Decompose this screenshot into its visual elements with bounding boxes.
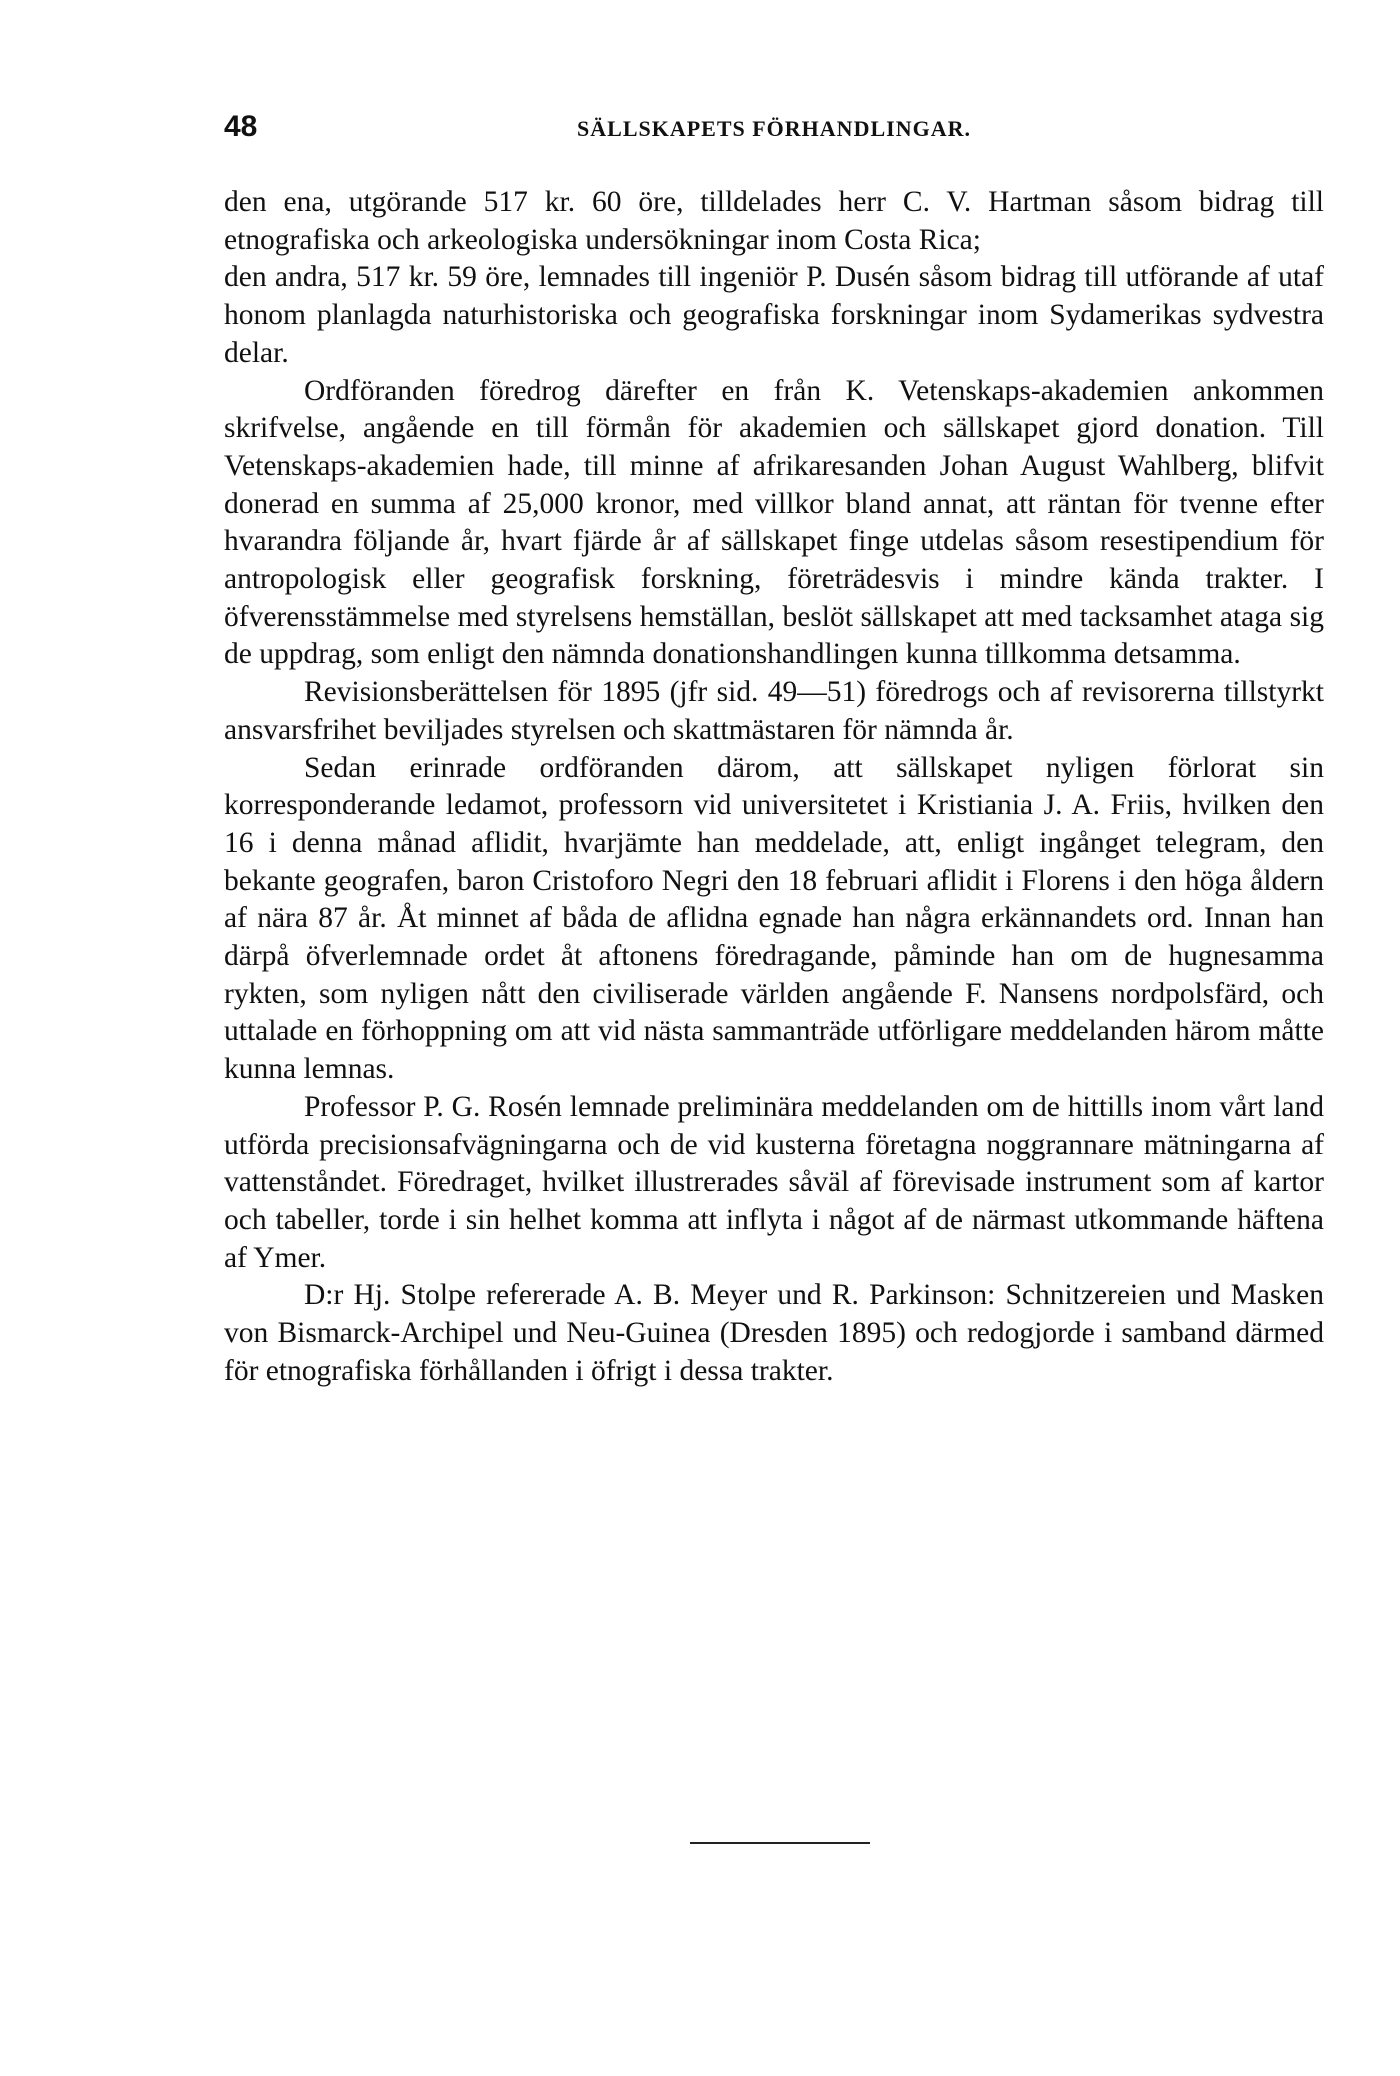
document-page bbox=[224, 110, 1324, 1391]
page-number: 48 bbox=[224, 110, 258, 143]
paragraph-6: Professor P. G. Rosén lemnade preliminära meddelanden om de hittills inom vårt land utförda precisionsafvägningarna och de vid kusterna företagna noggrannare mätningarna af vattenståndet. Föredraget, hvilket illustrerades såväl af förevisade instrument som af kartor och tabeller, torde i sin helhet komma att inflyta i något af de närmast utkommande häftena af Ymer. bbox=[224, 1090, 1324, 1274]
footer-rule bbox=[690, 1842, 870, 1844]
paragraph-7: D:r Hj. Stolpe refererade A. B. Meyer und R. Parkinson: Schnitzereien und Masken von Bismarck-Archipel und Neu-Guinea (Dresden 1895) och redogjorde i samband därmed för etnografiska förhållanden i öfrigt i dessa trakter. bbox=[224, 1279, 1324, 1387]
running-head: SÄLLSKAPETS FÖRHANDLINGAR. bbox=[577, 116, 971, 141]
paragraph-5: Sedan erinrade ordföranden därom, att sällskapet nyligen förlorat sin korresponderande ledamot, professorn vid universitetet i Kristiania J. A. Friis, hvilken den 16 i denna månad aflidit, hvarjämte han meddelade, att, enligt ingånget telegram, den bekante geografen, baron Cristoforo Negri den 18 februari aflidit i Florens i den höga åldern af nära 87 år. Åt minnet af båda de aflidna egnade han några erkännandets ord. Innan han därpå öfverlemnade ordet åt aftonens föredragande, påminde han om de hugnesamma rykten, som nyligen nått den civiliserade världen angående F. Nansens nordpolsfärd, och uttalade en förhoppning om att vid nästa sammanträde utförligare meddelanden härom måtte kunna lemnas. bbox=[224, 751, 1324, 1086]
paragraph-4: Revisionsberättelsen för 1895 (jfr sid. 49—51) föredrogs och af revisorerna tillstyrkt ansvarsfrihet beviljades styrelsen och skattmästaren för nämnda år. bbox=[224, 676, 1324, 746]
paragraph-1: den ena, utgörande 517 kr. 60 öre, tilldelades herr C. V. Hartman såsom bidrag till etnografiska och arkeologiska undersökningar inom Costa Rica; bbox=[224, 186, 1324, 256]
paragraph-3: Ordföranden föredrog därefter en från K. Vetenskaps-akademien ankommen skrifvelse, angående en till förmån för akademien och sällskapet gjord donation. Till Vetenskaps-akademien hade, till minne af afrikaresanden Johan August Wahlberg, blifvit donerad en summa af 25,000 kronor, med villkor bland annat, att räntan för tvenne efter hvarandra följande år, hvart fjärde år af sällskapet finge utdelas såsom resestipendium för antropologisk eller geografisk forskning, företrädesvis i mindre kända trakter. I öfverensstämmelse med styrelsens hemställan, beslöt sällskapet att med tacksamhet ataga sig de uppdrag, som enligt den nämnda donationshandlingen kunna tillkomma detsamma. bbox=[224, 374, 1324, 671]
page-header bbox=[224, 110, 1324, 150]
body-text bbox=[224, 184, 1324, 1391]
paragraph-2: den andra, 517 kr. 59 öre, lemnades till ingeniör P. Dusén såsom bidrag till utförande af utaf honom planlagda naturhistoriska och geografiska forskningar inom Sydamerikas sydvestra delar. bbox=[224, 261, 1324, 369]
